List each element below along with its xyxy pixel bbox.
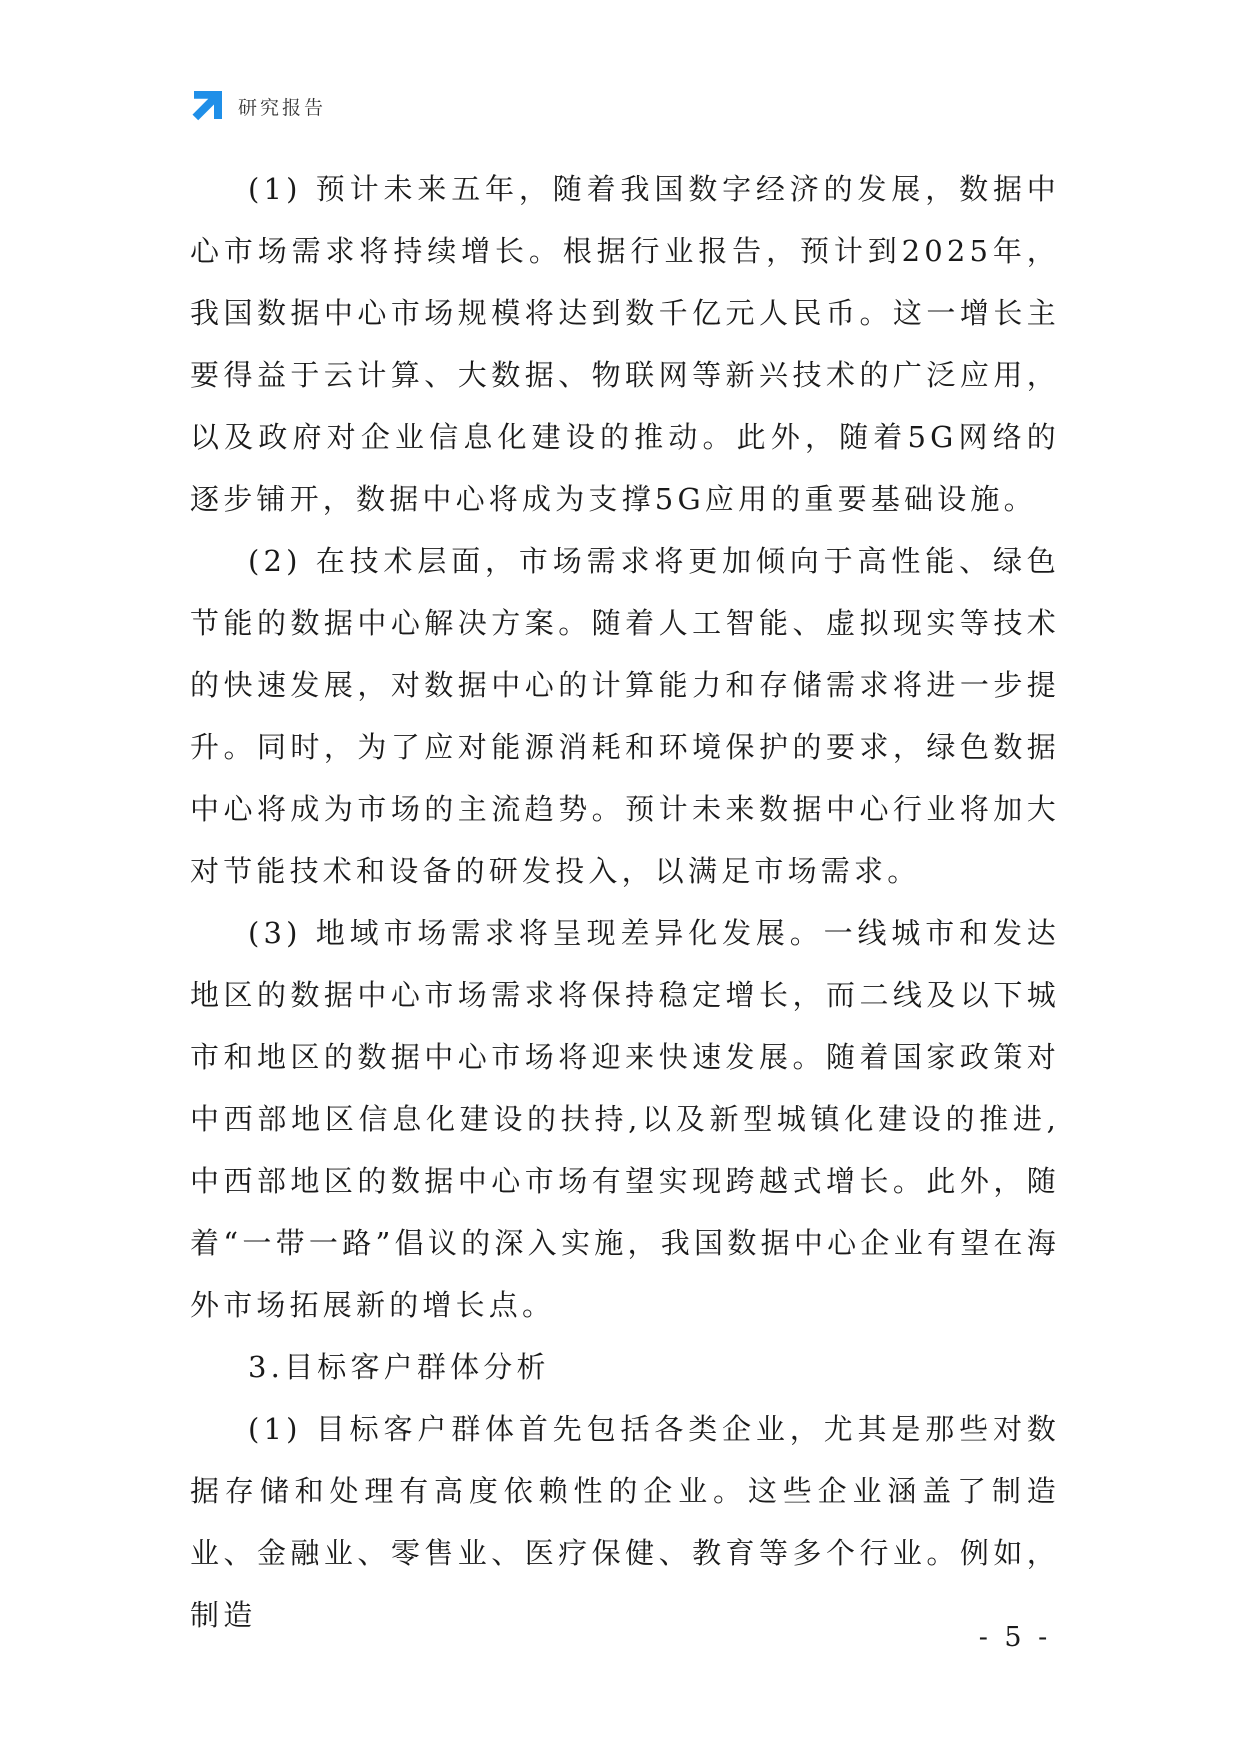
- section-heading-target-customers: 3.目标客户群体分析: [248, 1350, 550, 1384]
- document-body: [190, 158, 1060, 1646]
- header-title: 研究报告: [238, 96, 327, 119]
- paragraph-forecast-growth: (1) 预计未来五年，随着我国数字经济的发展，数据中心市场需求将持续增长。根据行业报告，预计到2025年，我国数据中心市场规模将达到数千亿元人民币。这一增长主要得益于云计算、大数据、物联网等新兴技术的广泛应用，以及政府对企业信息化建设的推动。此外，随着5G网络的逐步铺开，数据中心将成为支撑5G应用的重要基础设施。: [190, 172, 1060, 516]
- paragraph-target-customers: (1) 目标客户群体首先包括各类企业，尤其是那些对数据存储和处理有高度依赖性的企业。这些企业涵盖了制造业、金融业、零售业、医疗保健、教育等多个行业。例如，制造: [190, 1412, 1060, 1632]
- page-number: - 5 -: [978, 1622, 1052, 1653]
- paragraph-technology-trend: (2) 在技术层面，市场需求将更加倾向于高性能、绿色节能的数据中心解决方案。随着人工智能、虚拟现实等技术的快速发展，对数据中心的计算能力和存储需求将进一步提升。同时，为了应对能源消耗和环境保护的要求，绿色数据中心将成为市场的主流趋势。预计未来数据中心行业将加大对节能技术和设备的研发投入，以满足市场需求。: [190, 544, 1060, 888]
- arrow-up-right-icon: [190, 89, 224, 123]
- page-header: [190, 88, 326, 124]
- paragraph-regional-demand: (3) 地域市场需求将呈现差异化发展。一线城市和发达地区的数据中心市场需求将保持稳定增长，而二线及以下城市和地区的数据中心市场将迎来快速发展。随着国家政策对中西部地区信息化建设的扶持,以及新型城镇化建设的推进,中西部地区的数据中心市场有望实现跨越式增长。此外，随着“一带一路”倡议的深入实施，我国数据中心企业有望在海外市场拓展新的增长点。: [190, 916, 1060, 1322]
